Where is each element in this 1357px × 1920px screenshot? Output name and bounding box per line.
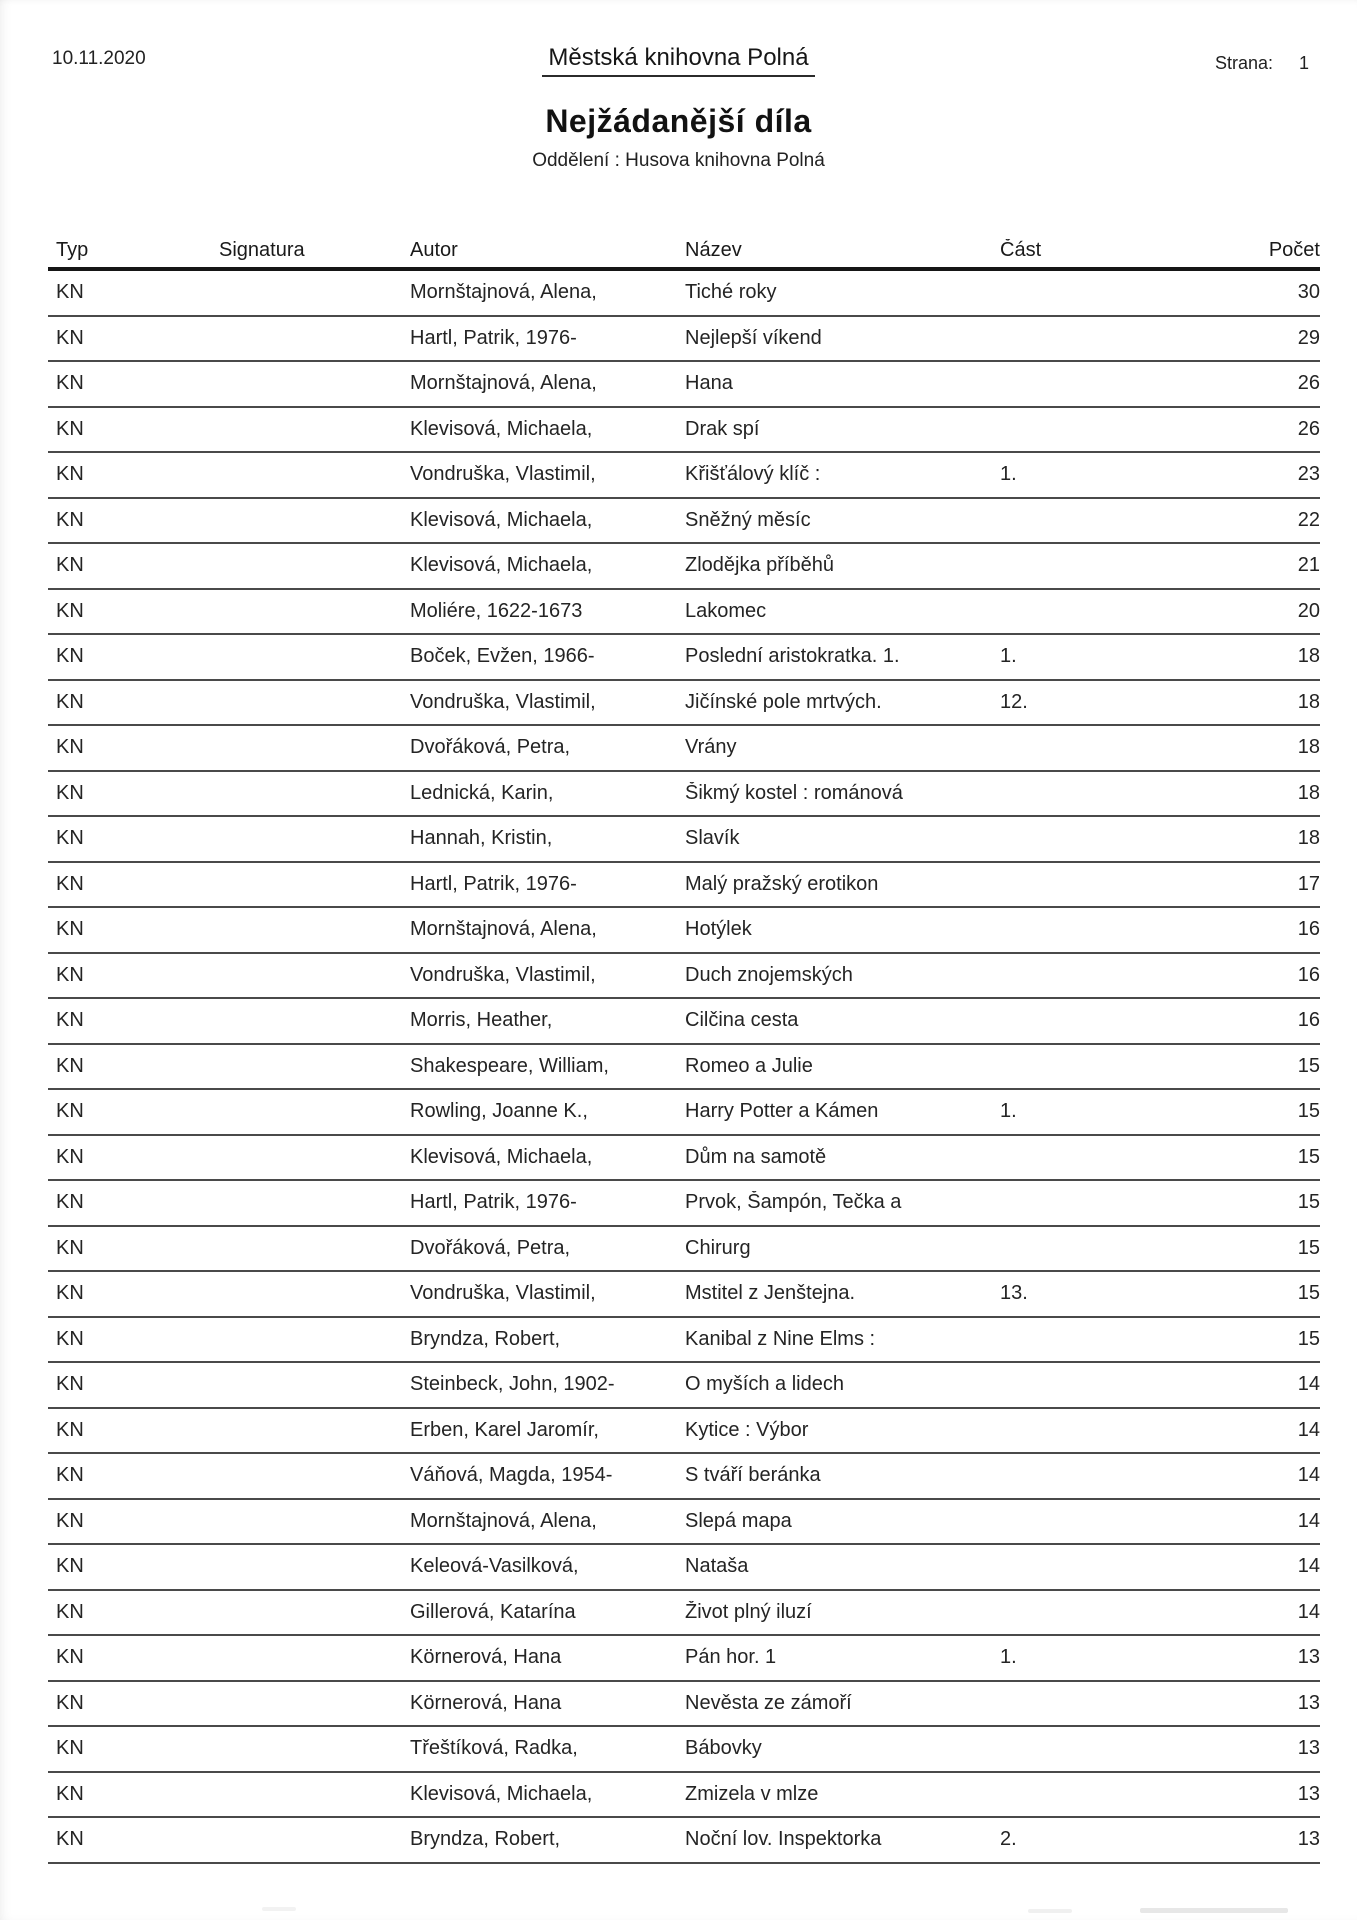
table-row [48,635,1320,681]
cell-typ: KN [56,690,84,713]
cell-pocet: 15 [1297,1054,1320,1077]
cell-pocet: 20 [1297,599,1320,622]
table-row [48,408,1320,454]
column-header-typ: Typ [56,239,89,261]
report-title: Nejžádanější díla [545,103,812,139]
cell-autor: Morris, Heather, [410,1009,553,1032]
cell-autor: Erben, Karel Jaromír, [410,1418,599,1441]
cell-pocet: 14 [1297,1509,1320,1532]
cell-pocet: 15 [1297,1236,1320,1259]
cell-typ: KN [56,554,84,577]
cell-pocet: 29 [1297,326,1320,349]
cell-autor: Klevisová, Michaela, [410,554,593,577]
table-row [48,1227,1320,1273]
cell-autor: Vondruška, Vlastimil, [410,463,596,486]
cell-autor: Mornštajnová, Alena, [410,372,597,395]
cell-typ: KN [56,872,84,895]
cell-autor: Dvořáková, Petra, [410,736,571,759]
cell-pocet: 13 [1297,1828,1320,1851]
cell-typ: KN [56,1009,84,1032]
cell-pocet: 14 [1297,1373,1320,1396]
table-row [48,1363,1320,1409]
cell-cast: 1. [1000,645,1017,668]
table-row [48,1545,1320,1591]
table-row [48,362,1320,408]
page-label: Strana: [1214,53,1273,73]
cell-nazev: Sněžný měsíc [685,508,811,531]
cell-cast: 1. [1000,463,1017,486]
cell-autor: Váňová, Magda, 1954- [410,1464,613,1487]
cell-typ: KN [56,1555,84,1578]
column-header-nazev: Název [685,239,742,261]
table-row [48,1318,1320,1364]
cell-autor: Keleová-Vasilková, [410,1555,579,1578]
cell-pocet: 21 [1297,554,1320,577]
cell-nazev: Zlodějka příběhů [685,554,834,577]
table-row [48,1727,1320,1773]
cell-autor: Mornštajnová, Alena, [410,1509,597,1532]
cell-autor: Klevisová, Michaela, [410,1782,593,1805]
cell-pocet: 13 [1297,1646,1320,1669]
cell-pocet: 18 [1297,736,1320,759]
cell-nazev: Jičínské pole mrtvých. [685,690,882,713]
table-row [48,863,1320,909]
cell-nazev: Slepá mapa [685,1509,792,1532]
table-row [48,681,1320,727]
cell-pocet: 15 [1297,1191,1320,1214]
table-header-row [48,224,1320,271]
table-row [48,726,1320,772]
cell-nazev: Nataša [685,1555,749,1578]
cell-autor: Shakespeare, William, [410,1054,609,1077]
report-date: 10.11.2020 [52,48,146,69]
cell-pocet: 18 [1297,690,1320,713]
cell-typ: KN [56,372,84,395]
cell-nazev: Zmizela v mlze [685,1782,819,1805]
cell-pocet: 15 [1297,1327,1320,1350]
table-row [48,999,1320,1045]
table-row [48,499,1320,545]
cell-nazev: Chirurg [685,1236,751,1259]
cell-autor: Lednická, Karin, [410,781,554,804]
table-row [48,1682,1320,1728]
cell-autor: Bryndza, Robert, [410,1327,561,1350]
cell-pocet: 16 [1297,1009,1320,1032]
table-row [48,817,1320,863]
cell-pocet: 26 [1297,372,1320,395]
table-row [48,1272,1320,1318]
cell-nazev: Tiché roky [685,281,777,304]
cell-autor: Hartl, Patrik, 1976- [410,1191,577,1214]
cell-autor: Boček, Evžen, 1966- [410,645,595,668]
cell-typ: KN [56,781,84,804]
cell-typ: KN [56,1236,84,1259]
cell-cast: 1. [1000,1646,1017,1669]
cell-autor: Körnerová, Hana [410,1646,562,1669]
cell-typ: KN [56,827,84,850]
cell-nazev: Noční lov. Inspektorka [685,1828,882,1851]
cell-nazev: Hotýlek [685,918,752,941]
cell-typ: KN [56,1828,84,1851]
column-header-signatura: Signatura [219,239,305,261]
table-row [48,772,1320,818]
cell-autor: Hannah, Kristin, [410,827,553,850]
cell-nazev: Cilčina cesta [685,1009,799,1032]
cell-typ: KN [56,1373,84,1396]
table-row [48,1773,1320,1819]
cell-autor: Moliére, 1622-1673 [410,599,583,622]
cell-nazev: Drak spí [685,417,760,440]
cell-nazev: Kytice : Výbor [685,1418,809,1441]
cell-typ: KN [56,599,84,622]
cell-typ: KN [56,736,84,759]
cell-pocet: 15 [1297,1100,1320,1123]
cell-autor: Vondruška, Vlastimil, [410,1282,596,1305]
cell-autor: Hartl, Patrik, 1976- [410,326,577,349]
table-row [48,1181,1320,1227]
scan-artifact [262,1907,296,1911]
cell-pocet: 18 [1297,827,1320,850]
cell-nazev: Prvok, Šampón, Tečka a [685,1191,902,1214]
cell-cast: 13. [1000,1282,1028,1305]
cell-typ: KN [56,963,84,986]
cell-cast: 1. [1000,1100,1017,1123]
cell-autor: Mornštajnová, Alena, [410,281,597,304]
table-row [48,453,1320,499]
cell-pocet: 14 [1297,1555,1320,1578]
cell-autor: Rowling, Joanne K., [410,1100,588,1123]
cell-pocet: 13 [1297,1737,1320,1760]
cell-nazev: Pán hor. 1 [685,1646,777,1669]
table-row [48,1500,1320,1546]
cell-autor: Vondruška, Vlastimil, [410,963,596,986]
cell-autor: Klevisová, Michaela, [410,417,593,440]
cell-autor: Bryndza, Robert, [410,1828,561,1851]
cell-typ: KN [56,1464,84,1487]
cell-pocet: 14 [1297,1600,1320,1623]
table-row [48,544,1320,590]
cell-autor: Gillerová, Katarína [410,1600,576,1623]
table-row [48,1454,1320,1500]
cell-nazev: O myších a lidech [685,1373,844,1396]
cell-typ: KN [56,1327,84,1350]
cell-typ: KN [56,281,84,304]
library-name-text: Městská knihovna Polná [542,44,814,77]
cell-pocet: 15 [1297,1282,1320,1305]
cell-nazev: Romeo a Julie [685,1054,813,1077]
cell-nazev: Vrány [685,736,737,759]
cell-nazev: Malý pražský erotikon [685,872,879,895]
cell-nazev: Mstitel z Jenštejna. [685,1282,856,1305]
cell-typ: KN [56,1191,84,1214]
table-row [48,271,1320,317]
table-body [48,271,1320,1864]
table-row [48,1409,1320,1455]
cell-nazev: Kanibal z Nine Elms : [685,1327,876,1350]
cell-typ: KN [56,645,84,668]
table-row [48,908,1320,954]
cell-autor: Klevisová, Michaela, [410,508,593,531]
cell-autor: Dvořáková, Petra, [410,1236,571,1259]
page-indicator [1215,53,1309,74]
cell-autor: Hartl, Patrik, 1976- [410,872,577,895]
column-header-autor: Autor [410,239,458,261]
cell-pocet: 15 [1297,1145,1320,1168]
cell-typ: KN [56,918,84,941]
table-row [48,590,1320,636]
cell-autor: Steinbeck, John, 1902- [410,1373,615,1396]
cell-autor: Klevisová, Michaela, [410,1145,593,1168]
table-row [48,1591,1320,1637]
cell-pocet: 23 [1297,463,1320,486]
cell-autor: Třeštíková, Radka, [410,1737,578,1760]
cell-nazev: Nejlepší víkend [685,326,822,349]
cell-nazev: Poslední aristokratka. 1. [685,645,900,668]
cell-nazev: Dům na samotě [685,1145,827,1168]
cell-pocet: 13 [1297,1782,1320,1805]
table-row [48,1090,1320,1136]
cell-nazev: Život plný iluzí [685,1600,812,1623]
cell-pocet: 14 [1297,1418,1320,1441]
cell-typ: KN [56,1100,84,1123]
cell-pocet: 16 [1297,963,1320,986]
cell-typ: KN [56,508,84,531]
column-header-pocet: Počet [1268,239,1320,261]
cell-nazev: Bábovky [685,1737,762,1760]
report-subtitle: Oddělení : Husova knihovna Polná [532,150,825,171]
cell-typ: KN [56,417,84,440]
cell-pocet: 22 [1297,508,1320,531]
cell-typ: KN [56,1418,84,1441]
cell-nazev: Duch znojemských [685,963,853,986]
cell-typ: KN [56,1509,84,1532]
cell-typ: KN [56,1691,84,1714]
cell-autor: Mornštajnová, Alena, [410,918,597,941]
cell-typ: KN [56,1600,84,1623]
cell-nazev: Lakomec [685,599,767,622]
cell-pocet: 18 [1297,645,1320,668]
cell-pocet: 13 [1297,1691,1320,1714]
cell-typ: KN [56,326,84,349]
cell-nazev: Hana [685,372,733,395]
scan-artifact [1028,1909,1072,1913]
cell-nazev: Slavík [685,827,740,850]
table-row [48,1136,1320,1182]
cell-nazev: Harry Potter a Kámen [685,1100,879,1123]
cell-nazev: Nevěsta ze zámoří [685,1691,852,1714]
cell-autor: Körnerová, Hana [410,1691,562,1714]
cell-pocet: 14 [1297,1464,1320,1487]
table-row [48,317,1320,363]
cell-autor: Vondruška, Vlastimil, [410,690,596,713]
cell-pocet: 16 [1297,918,1320,941]
cell-typ: KN [56,1145,84,1168]
cell-typ: KN [56,1782,84,1805]
cell-typ: KN [56,1282,84,1305]
cell-cast: 2. [1000,1828,1017,1851]
scan-artifact [1140,1908,1288,1913]
table-row [48,954,1320,1000]
cell-pocet: 30 [1297,281,1320,304]
cell-cast: 12. [1000,690,1028,713]
cell-nazev: S tváří beránka [685,1464,821,1487]
cell-typ: KN [56,1054,84,1077]
page-number: 1 [1298,53,1309,73]
cell-pocet: 18 [1297,781,1320,804]
cell-typ: KN [56,1646,84,1669]
column-header-cast: Část [1000,239,1042,261]
cell-pocet: 26 [1297,417,1320,440]
library-name-heading [0,44,1357,77]
table-row [48,1818,1320,1864]
cell-nazev: Křišťálový klíč : [685,463,821,486]
table-row [48,1045,1320,1091]
cell-nazev: Šikmý kostel : románová [685,781,903,804]
cell-typ: KN [56,463,84,486]
cell-typ: KN [56,1737,84,1760]
most-requested-works-table [48,224,1320,1864]
table-row [48,1636,1320,1682]
cell-pocet: 17 [1297,872,1320,895]
